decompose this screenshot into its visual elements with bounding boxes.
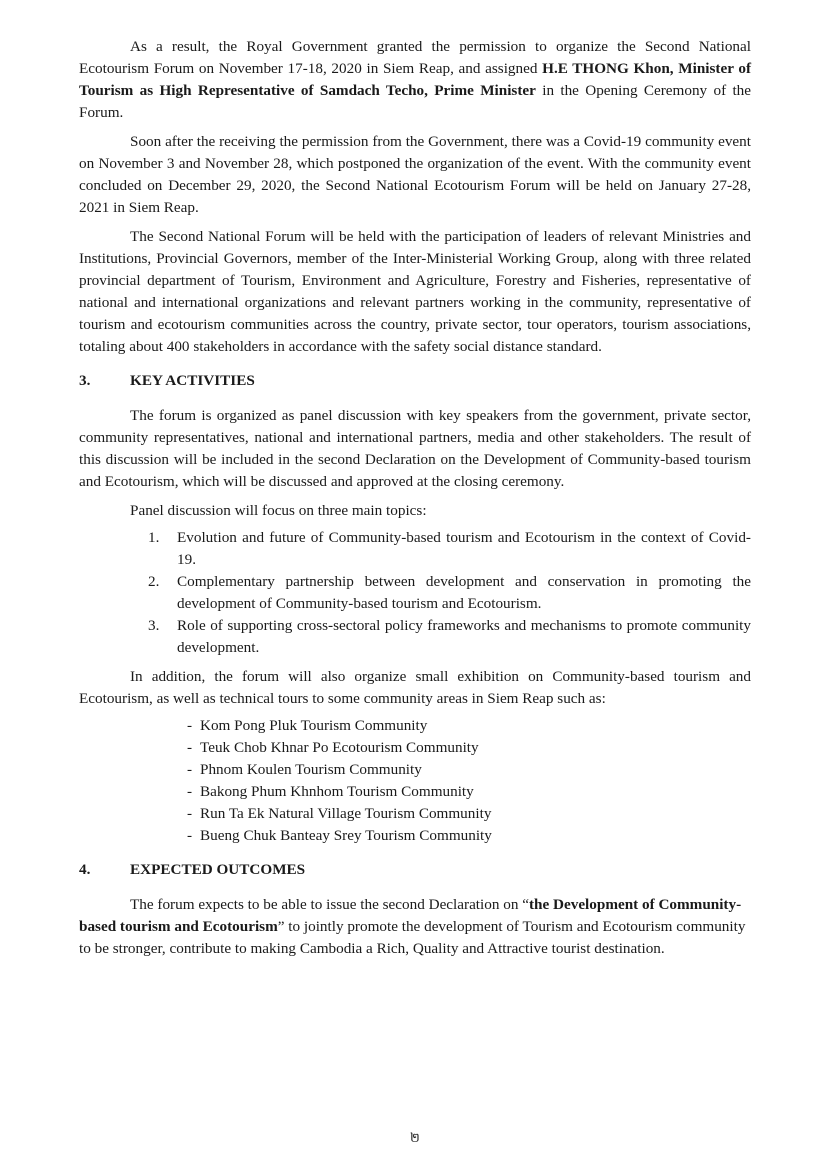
- section-heading-expected-outcomes: [79, 859, 751, 881]
- paragraph-text: in the Opening Ceremony of the Forum.: [79, 82, 752, 121]
- list-item-number: 3.: [148, 617, 160, 634]
- list-item-text: Teuk Chob Khnar Po Ecotourism Community: [200, 739, 479, 756]
- list-item: [79, 825, 751, 847]
- list-item-text: Evolution and future of Community-based tourism and Ecotourism in the context of Covid-19.: [177, 529, 751, 568]
- dash-bullet-icon: -: [187, 805, 193, 822]
- paragraph-permission: [79, 36, 751, 124]
- list-item: [79, 615, 751, 659]
- paragraph-text: ” to jointly promote the development of Tourism and Ecotourism community to be stronger, contribute to making Cambodia a Rich, Quality and Attractive tourist destination.: [79, 918, 746, 957]
- list-item-text: Complementary partnership between development and conservation in promoting the development of Community-based tourism and Ecotourism.: [177, 573, 751, 612]
- list-item: [79, 571, 751, 615]
- list-item: [79, 781, 751, 803]
- list-item: [79, 715, 751, 737]
- list-item-text: Kom Pong Pluk Tourism Community: [200, 717, 428, 734]
- list-item-number: 1.: [148, 529, 160, 546]
- section-title: KEY ACTIVITIES: [130, 372, 255, 389]
- section-title: EXPECTED OUTCOMES: [130, 861, 306, 878]
- section-number: 3.: [79, 372, 91, 389]
- section-number: 4.: [79, 861, 91, 878]
- paragraph-expected-outcomes: [79, 894, 751, 960]
- paragraph-bold-text: the Development of Community-based tourism and Ecotourism: [79, 896, 742, 935]
- dash-bullet-icon: -: [187, 717, 193, 734]
- page-number: ២: [410, 1131, 420, 1146]
- list-item-text: Bueng Chuk Banteay Srey Tourism Community: [200, 827, 492, 844]
- list-item: [79, 527, 751, 571]
- list-item-text: Phnom Koulen Tourism Community: [200, 761, 422, 778]
- paragraph-bold-text: H.E THONG Khon, Minister of Tourism as High Representative of Samdach Techo, Prime Minister: [79, 60, 751, 99]
- document-page: [79, 36, 751, 960]
- paragraph-forum-organization: The forum is organized as panel discussion with key speakers from the government, private sector, community representatives, national and international partners, media and other stakeholders. The result of this discussion will be included in the second Declaration on the Development of Community-based tourism and Ecotourism, which will be discussed and approved at the closing ceremony.: [79, 407, 751, 490]
- dash-bullet-icon: -: [187, 761, 193, 778]
- paragraph-postponement: Soon after the receiving the permission from the Government, there was a Covid-19 community event on November 3 and November 28, which postponed the organization of the event. With the community event concluded on December 29, 2020, the Second National Ecotourism Forum will be held on January 27-28, 2021 in Siem Reap.: [79, 133, 751, 216]
- paragraph-text: The forum expects to be able to issue the second Declaration on “: [130, 896, 529, 913]
- dash-bullet-icon: -: [187, 827, 193, 844]
- topics-list: [79, 527, 751, 659]
- list-item-text: Role of supporting cross-sectoral policy frameworks and mechanisms to promote community development.: [177, 617, 751, 656]
- list-item: [79, 803, 751, 825]
- list-item-number: 2.: [148, 573, 160, 590]
- tours-list: [79, 715, 751, 847]
- dash-bullet-icon: -: [187, 783, 193, 800]
- paragraph-participation: The Second National Forum will be held with the participation of leaders of relevant Ministries and Institutions, Provincial Governors, member of the Inter-Ministerial Working Group, along with three related provincial department of Tourism, Environment and Agriculture, Forestry and Fisheries, representative of national and international organizations and relevant partners working in the community, representative of tourism and ecotourism communities across the country, private sector, tour operators, tourism associations, totaling about 400 stakeholders in accordance with the safety social distance standard.: [79, 228, 751, 355]
- paragraph-text: As a result, the Royal Government granted the permission to organize the Second National Ecotourism Forum on November 17-18, 2020 in Siem Reap, and assigned: [79, 38, 751, 77]
- paragraph-tours-intro: In addition, the forum will also organize small exhibition on Community-based tourism and Ecotourism, as well as technical tours to some community areas in Siem Reap such as:: [79, 668, 751, 707]
- section-heading-key-activities: [79, 370, 751, 392]
- dash-bullet-icon: -: [187, 739, 193, 756]
- paragraph-topics-intro: Panel discussion will focus on three main topics:: [130, 502, 427, 519]
- list-item: [79, 737, 751, 759]
- list-item: [79, 759, 751, 781]
- list-item-text: Run Ta Ek Natural Village Tourism Community: [200, 805, 492, 822]
- list-item-text: Bakong Phum Khnhom Tourism Community: [200, 783, 474, 800]
